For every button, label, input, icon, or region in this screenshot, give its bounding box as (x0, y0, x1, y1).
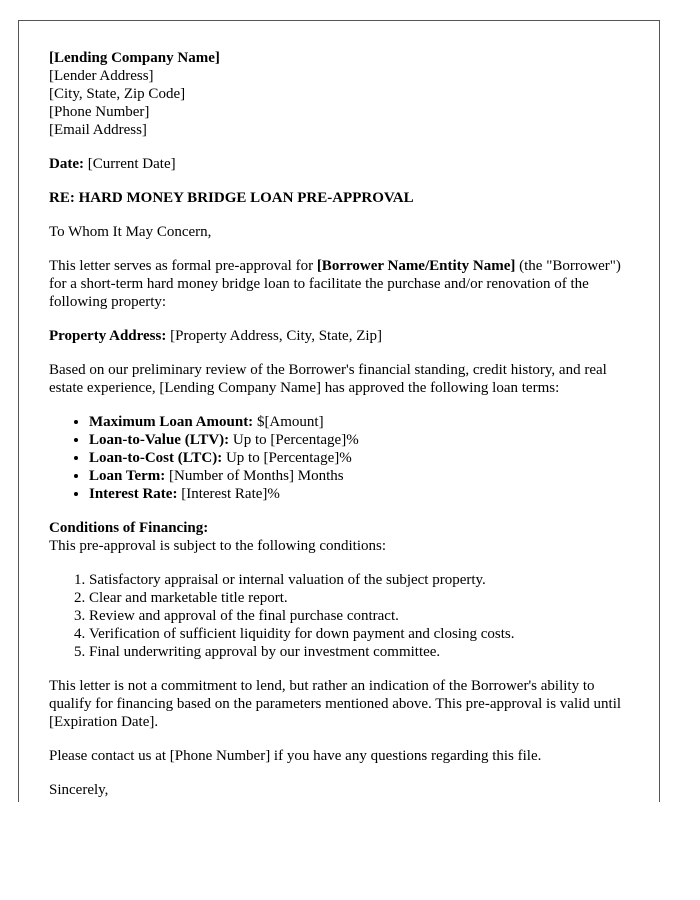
loan-term-label: Loan-to-Value (LTV): (89, 432, 230, 448)
date-label: Date: (49, 156, 84, 172)
borrower-name: [Borrower Name/Entity Name] (316, 258, 516, 274)
condition-item: 4. Verification of sufficient liquidity for down payment and closing costs. (89, 625, 629, 643)
intro-text-after: (the "Borrower") for a short-term hard money bridge loan to facilitate the purchase and/or renovation of the following property: (49, 258, 621, 310)
loan-term-item (89, 431, 629, 449)
conditions-intro: This pre-approval is subject to the following conditions: (49, 538, 387, 554)
lender-company-name: [Lending Company Name] (49, 50, 220, 66)
loan-term-label: Loan-to-Cost (LTC): (89, 450, 223, 466)
condition-item: 2. Clear and marketable title report. (89, 589, 629, 607)
property-line (49, 327, 629, 345)
loan-term-value: [Number of Months] Months (169, 468, 344, 484)
letter-document (18, 20, 660, 802)
loan-term-item (89, 449, 629, 467)
loan-term-value: Up to [Percentage]% (232, 432, 359, 448)
loan-term-value: Up to [Percentage]% (225, 450, 352, 466)
contact-paragraph: Please contact us at [Phone Number] if you have any questions regarding this file. (49, 748, 542, 764)
closing-line: Sincerely, (49, 782, 109, 798)
lender-phone: [Phone Number] (49, 104, 150, 120)
lender-email: [Email Address] (49, 122, 147, 138)
conditions-list (49, 571, 629, 661)
loan-term-item (89, 413, 629, 431)
lender-address: [Lender Address] (49, 68, 154, 84)
loan-terms-list (49, 413, 629, 503)
loan-term-value: $[Amount] (256, 414, 324, 430)
loan-term-label: Maximum Loan Amount: (89, 414, 254, 430)
condition-item: 5. Final underwriting approval by our investment committee. (89, 643, 629, 661)
date-value: [Current Date] (87, 156, 176, 172)
loan-term-item (89, 467, 629, 485)
date-line (49, 155, 629, 173)
conditions-heading: Conditions of Financing: (49, 520, 209, 536)
loan-term-item (89, 485, 629, 503)
intro-paragraph (49, 257, 629, 311)
condition-item: 1. Satisfactory appraisal or internal valuation of the subject property. (89, 571, 629, 589)
property-value: [Property Address, City, State, Zip] (170, 328, 383, 344)
review-paragraph: Based on our preliminary review of the Borrower's financial standing, credit history, and real estate experience, [Lending Company Name] has approved the following loan terms: (49, 362, 607, 396)
lender-city-state-zip: [City, State, Zip Code] (49, 86, 186, 102)
intro-text-before: This letter serves as formal pre-approval for (49, 258, 317, 274)
condition-item: 3. Review and approval of the final purchase contract. (89, 607, 629, 625)
lender-header (49, 49, 629, 139)
loan-term-label: Loan Term: (89, 468, 166, 484)
subject-line: RE: HARD MONEY BRIDGE LOAN PRE-APPROVAL (49, 190, 414, 206)
loan-term-value: [Interest Rate]% (181, 486, 280, 502)
property-label: Property Address: (49, 328, 167, 344)
loan-term-label: Interest Rate: (89, 486, 178, 502)
disclaimer-paragraph: This letter is not a commitment to lend, but rather an indication of the Borrower's ability to qualify for financing based on the parameters mentioned above. This pre-approval is valid until [Expiration Date]. (49, 678, 622, 730)
conditions-section (49, 519, 629, 555)
salutation: To Whom It May Concern, (49, 224, 212, 240)
